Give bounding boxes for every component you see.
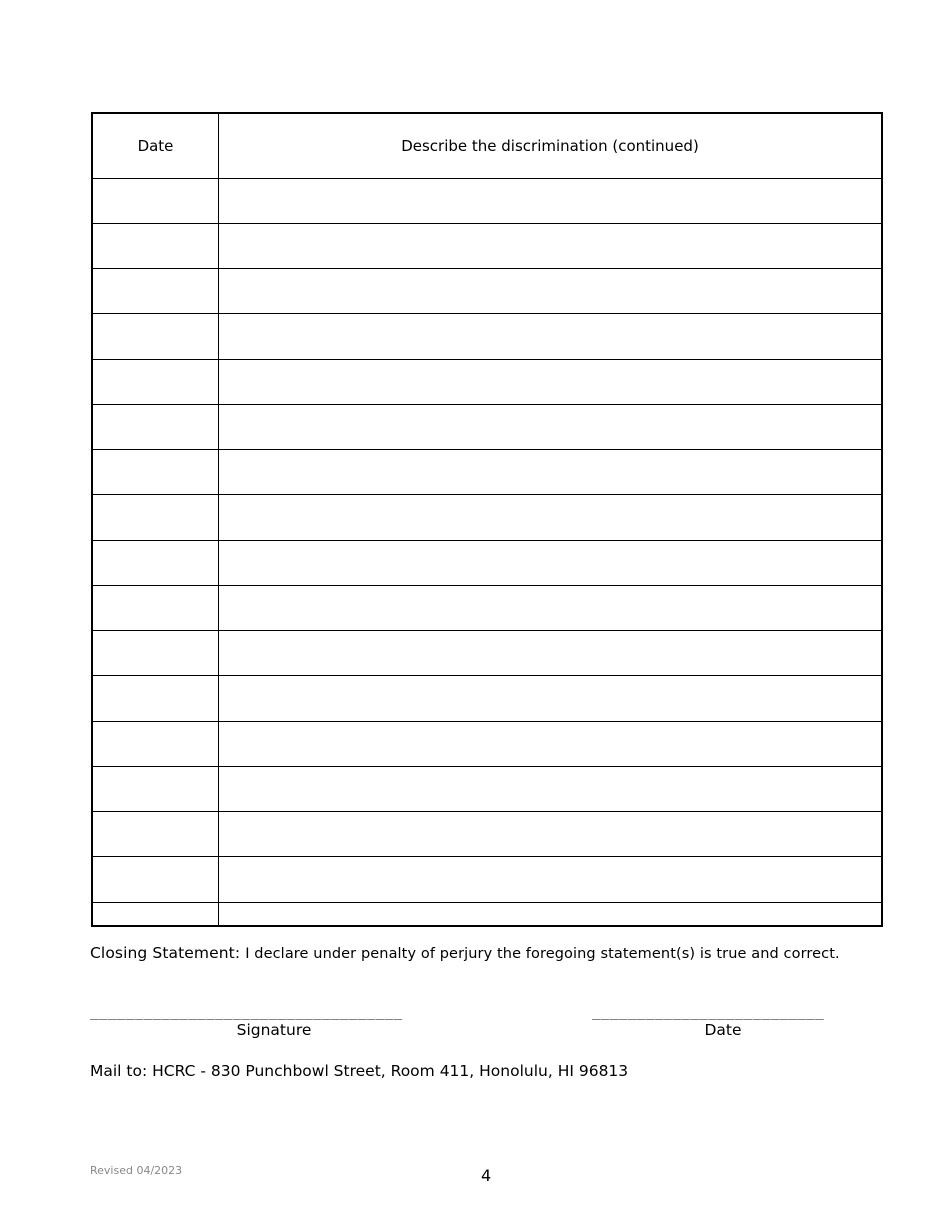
description-cell[interactable] <box>219 269 882 314</box>
description-cell[interactable] <box>219 631 882 676</box>
table-row <box>93 676 881 721</box>
description-cell[interactable] <box>219 766 882 811</box>
table-row <box>93 902 881 925</box>
description-cell[interactable] <box>219 450 882 495</box>
date-label: Date <box>704 1021 742 1039</box>
closing-statement-label: Closing Statement: <box>90 944 241 962</box>
date-cell[interactable] <box>93 857 219 902</box>
description-cell[interactable] <box>219 857 882 902</box>
date-cell[interactable] <box>93 314 219 359</box>
date-cell[interactable] <box>93 223 219 268</box>
revised-date: Revised 04/2023 <box>90 1164 183 1177</box>
date-cell[interactable] <box>93 450 219 495</box>
date-cell[interactable] <box>93 495 219 540</box>
table-row <box>93 314 881 359</box>
table-body <box>93 178 881 925</box>
table-header-row <box>93 114 881 178</box>
description-column-header: Describe the discrimination (continued) <box>219 114 882 178</box>
description-cell[interactable] <box>219 676 882 721</box>
date-cell[interactable] <box>93 812 219 857</box>
description-cell[interactable] <box>219 223 882 268</box>
date-cell[interactable] <box>93 540 219 585</box>
description-cell[interactable] <box>219 812 882 857</box>
description-cell[interactable] <box>219 721 882 766</box>
date-cell[interactable] <box>93 902 219 925</box>
description-cell[interactable] <box>219 178 882 223</box>
table-row <box>93 857 881 902</box>
description-cell[interactable] <box>219 314 882 359</box>
table-row <box>93 540 881 585</box>
date-cell[interactable] <box>93 178 219 223</box>
description-cell[interactable] <box>219 404 882 449</box>
signature-label: Signature <box>236 1021 312 1039</box>
description-cell[interactable] <box>219 902 882 925</box>
discrimination-table <box>91 112 883 927</box>
table-row <box>93 269 881 314</box>
table-row <box>93 766 881 811</box>
table-row <box>93 178 881 223</box>
table-row <box>93 585 881 630</box>
table-row <box>93 812 881 857</box>
mailing-address: Mail to: HCRC - 830 Punchbowl Street, Room 411, Honolulu, HI 96813 <box>90 1062 629 1080</box>
table-row <box>93 359 881 404</box>
description-cell[interactable] <box>219 585 882 630</box>
date-cell[interactable] <box>93 359 219 404</box>
table-row <box>93 223 881 268</box>
description-cell[interactable] <box>219 540 882 585</box>
date-cell[interactable] <box>93 585 219 630</box>
date-cell[interactable] <box>93 721 219 766</box>
table-row <box>93 631 881 676</box>
date-cell[interactable] <box>93 404 219 449</box>
date-cell[interactable] <box>93 631 219 676</box>
closing-statement <box>90 944 840 962</box>
signature-line[interactable]: ___________________________________ <box>90 1004 403 1020</box>
date-cell[interactable] <box>93 676 219 721</box>
page-number: 4 <box>481 1166 492 1185</box>
date-line[interactable]: __________________________ <box>592 1004 825 1020</box>
date-cell[interactable] <box>93 269 219 314</box>
closing-statement-text: I declare under penalty of perjury the foregoing statement(s) is true and correct. <box>245 946 840 962</box>
date-cell[interactable] <box>93 766 219 811</box>
table-row <box>93 450 881 495</box>
table-row <box>93 721 881 766</box>
description-cell[interactable] <box>219 359 882 404</box>
table-row <box>93 404 881 449</box>
table-row <box>93 495 881 540</box>
date-column-header: Date <box>93 114 219 178</box>
description-cell[interactable] <box>219 495 882 540</box>
